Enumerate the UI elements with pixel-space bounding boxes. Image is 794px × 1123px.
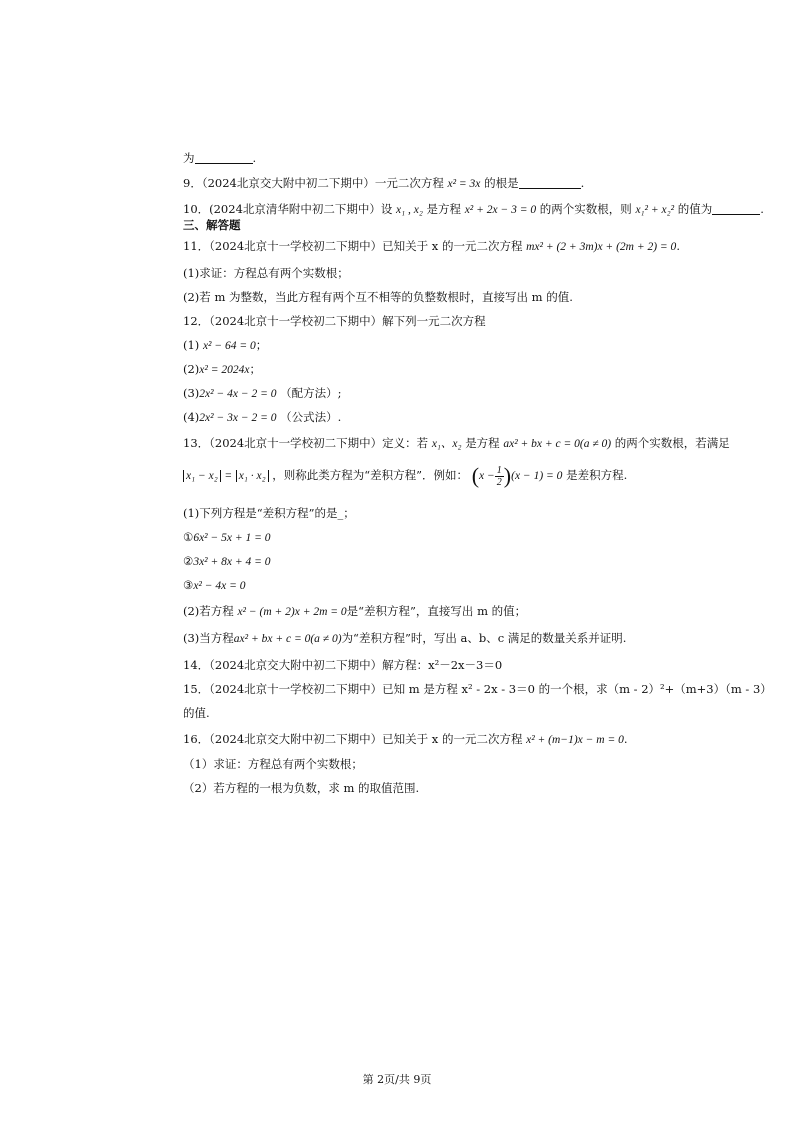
question-14: 14．（2024北京交大附中初二下期中）解方程：x²－2x－3＝0 — [183, 658, 503, 672]
question-12: 12．（2024北京十一学校初二下期中）解下列一元二次方程 — [183, 314, 486, 328]
line-continuation: 为 . — [183, 151, 257, 165]
question-13-definition: x₁ − x₂ = x₁ · x₂ ，则称此类方程为“差积方程”．例如： (x − $\frac{1}{2}$ )(x − 1) = 0 是差积方程. — [183, 462, 627, 489]
question-16-part-1: （1）求证：方程总有两个实数根； — [183, 757, 363, 771]
question-13-option-1: ①6x² − 5x + 1 = 0 — [183, 530, 271, 544]
question-13-option-2: ②3x² + 8x + 4 = 0 — [183, 554, 271, 568]
question-16: 16．（2024北京交大附中初二下期中）已知关于 x 的一元二次方程 x² + (m−1)x − m = 0. — [183, 732, 628, 746]
answer-blank — [712, 203, 760, 215]
question-15-continuation: 的值. — [183, 706, 210, 720]
question-13: 13．（2024北京十一学校初二下期中）定义：若 x₁、x₂ 是方程 ax² + bx + c = 0(a ≠ 0) 的两个实数根，若满足 — [183, 436, 730, 450]
answer-blank — [519, 177, 581, 189]
question-13-part-2: (2)若方程 x² − (m + 2)x + 2m = 0是“差积方程”，直接写出 m 的值； — [183, 604, 527, 618]
question-15: 15．（2024北京十一学校初二下期中）已知 m 是方程 x² - 2x - 3＝0 的一个根，求（m - 2）²+（m+3）（m - 3） — [183, 682, 772, 696]
answer-blank — [195, 152, 253, 164]
question-11: 11．（2024北京十一学校初二下期中）已知关于 x 的一元二次方程 mx² + (2 + 3m)x + (2m + 2) = 0. — [183, 239, 680, 253]
question-13-option-3: ③x² − 4x = 0 — [183, 578, 246, 592]
question-13-part-1: (1)下列方程是“差积方程”的是_； — [183, 506, 355, 520]
question-11-part-1: (1)求证：方程总有两个实数根； — [183, 266, 349, 280]
question-13-part-3: (3)当方程ax² + bx + c = 0(a ≠ 0)为“差积方程”时，写出 a、b、c 满足的数量关系并证明. — [183, 631, 627, 645]
question-12-part-4: (4)2x² − 3x − 2 = 0 （公式法）. — [183, 410, 342, 424]
question-12-part-2: (2)x² = 2024x； — [183, 362, 261, 376]
question-10: 10．(2024北京清华附中初二下期中）设 x₁ , x₂ 是方程 x² + 2x − 3 = 0 的两个实数根，则 x₁² + x₂² 的值为 . — [183, 202, 764, 216]
question-12-part-1: (1) x² − 64 = 0； — [183, 338, 268, 352]
question-9: 9．（2024北京交大附中初二下期中）一元二次方程 x² = 3x 的根是 . — [183, 176, 585, 190]
section-heading: 三、解答题 — [183, 218, 241, 232]
page-footer: 第 2页/共 9页 — [362, 1073, 432, 1086]
question-12-part-3: (3)2x² − 4x − 2 = 0 （配方法）; — [183, 386, 342, 400]
question-11-part-2: (2)若 m 为整数，当此方程有两个互不相等的负整数根时，直接写出 m 的值. — [183, 290, 573, 304]
example-equation: (x − $\frac{1}{2}$ )(x − 1) = 0 — [471, 463, 563, 488]
question-16-part-2: （2）若方程的一根为负数，求 m 的取值范围. — [183, 781, 420, 795]
